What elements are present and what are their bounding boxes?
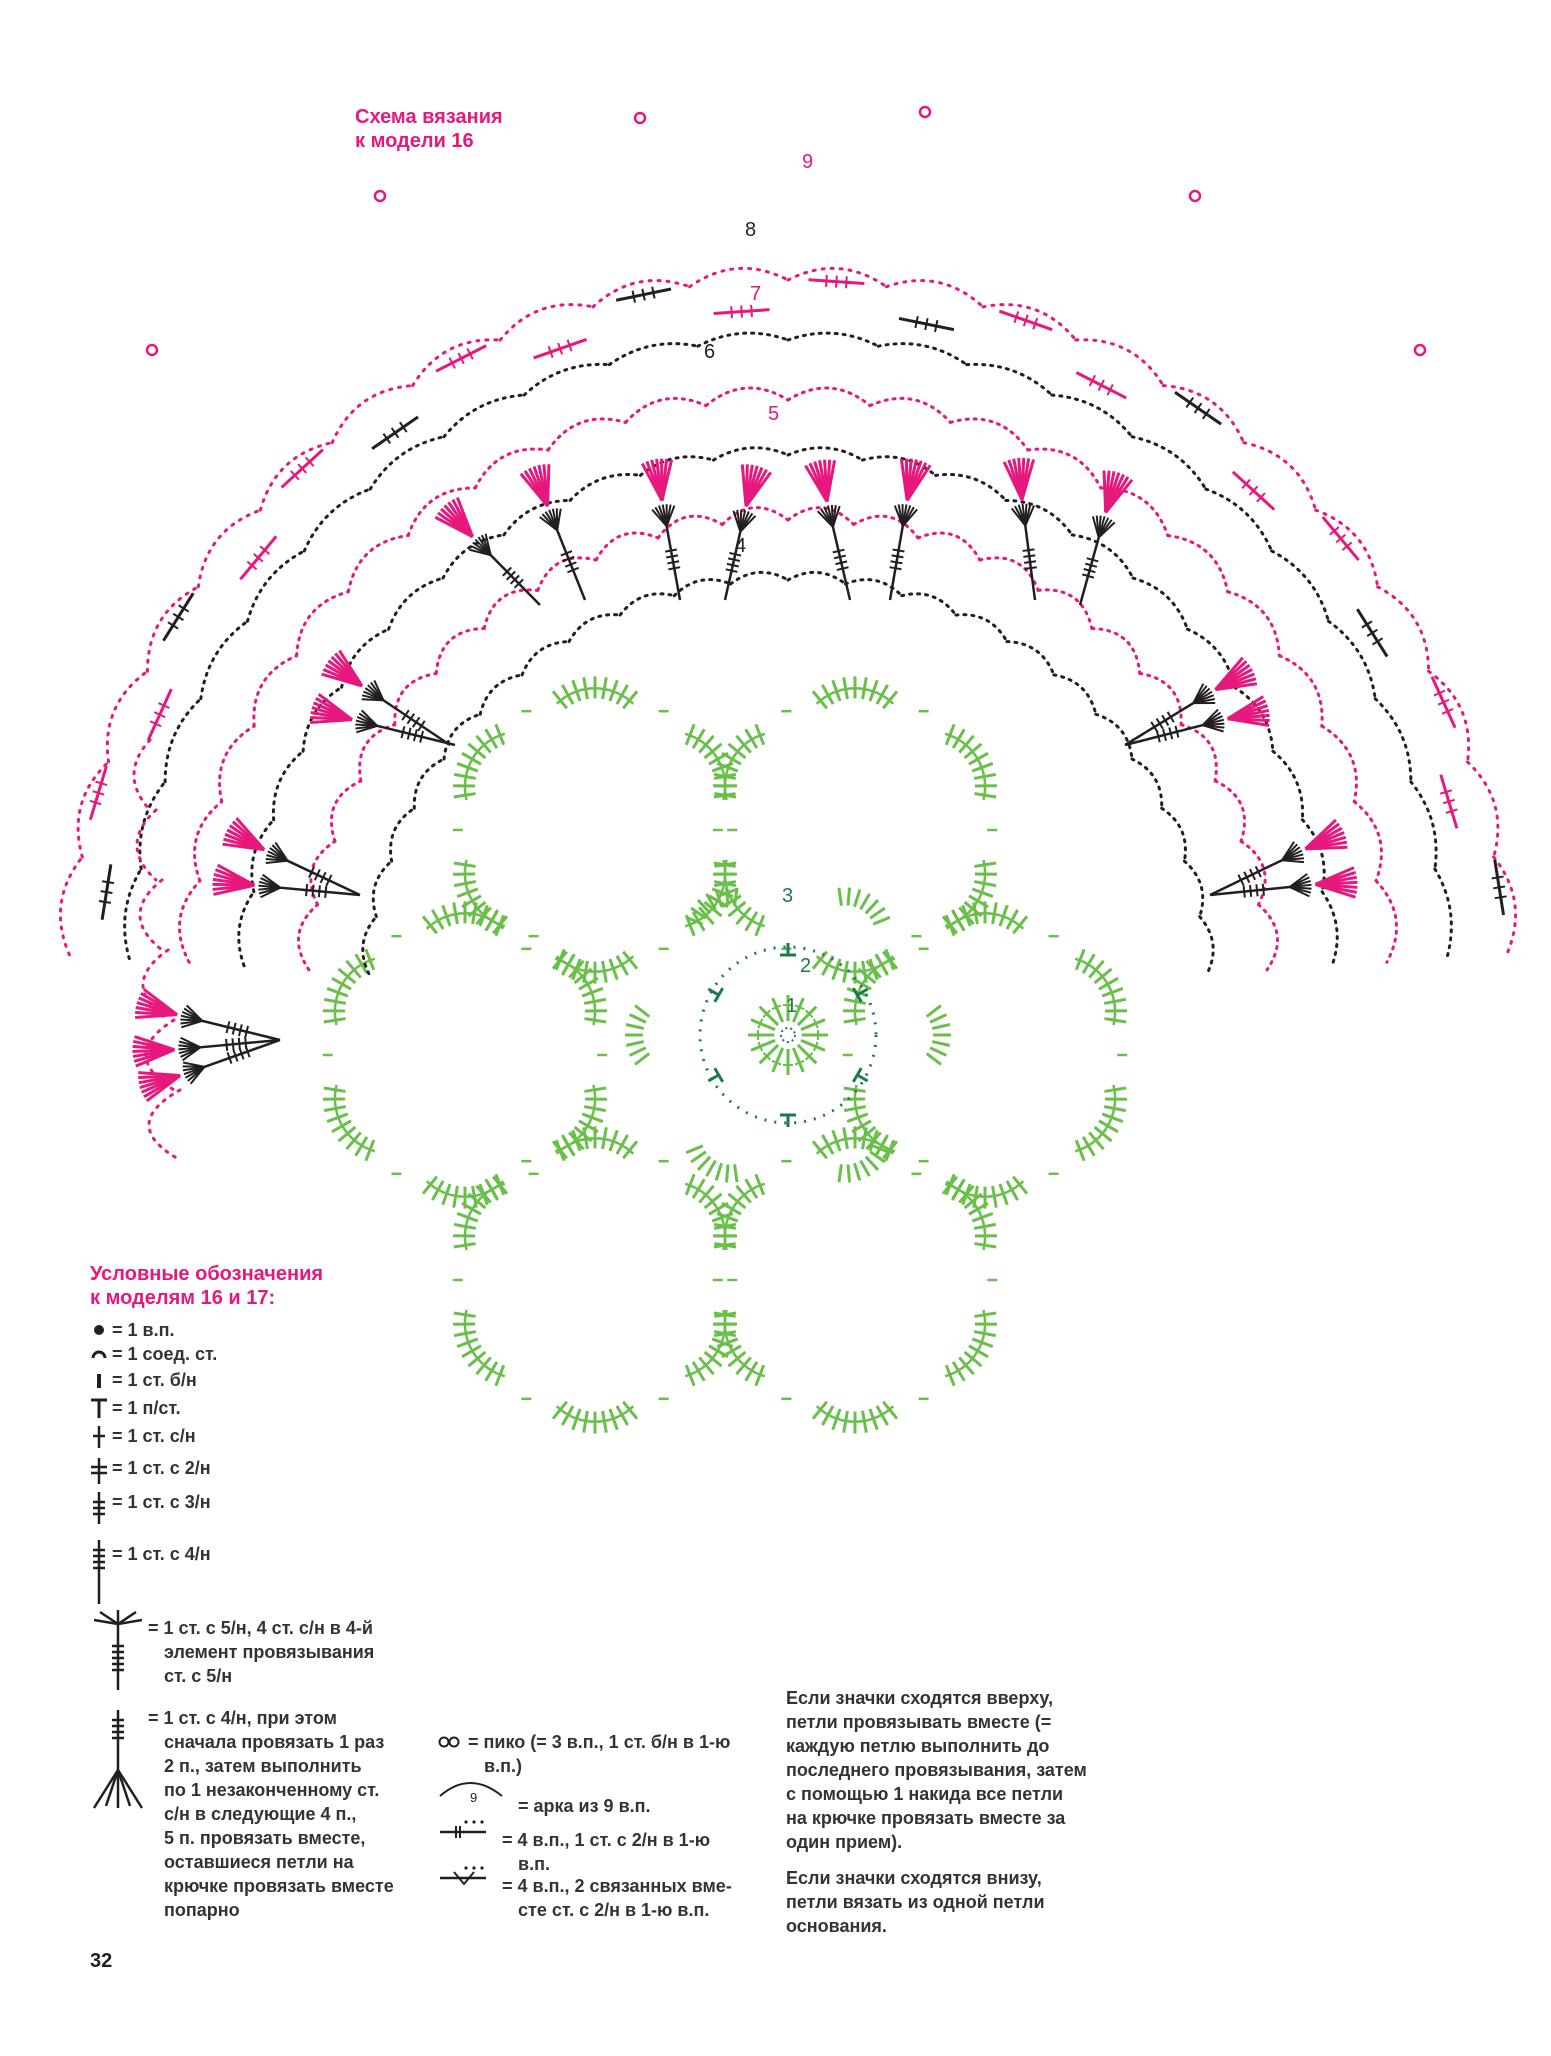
chain-arch	[107, 671, 147, 762]
chain-arch	[1228, 592, 1280, 656]
row-label-8: 8	[745, 219, 757, 241]
chain-arch	[1467, 762, 1497, 857]
chain-arch	[626, 398, 706, 422]
fan-stitch-group	[435, 498, 540, 605]
row-label-2: 2	[800, 955, 812, 977]
legend-title-line2: к моделям 16 и 17:	[90, 1287, 276, 1309]
chain-arch	[522, 642, 569, 675]
note-line: Если значки сходятся внизу,	[786, 1868, 1042, 1888]
fan-stitch-group	[725, 464, 771, 600]
cluster-line: 2 п., затем выполнить	[164, 1756, 362, 1776]
chain-arch	[1181, 725, 1216, 781]
note-line: основания.	[786, 1916, 887, 1936]
chain-arch	[201, 621, 248, 698]
chain-arch	[297, 592, 349, 656]
chain-arch	[714, 448, 788, 460]
legend-item: = 1 ст. с/н	[112, 1426, 196, 1446]
fan-stitch-group	[521, 464, 585, 600]
chain-arch	[436, 628, 484, 673]
chain-arch	[674, 580, 730, 596]
chain-arch	[886, 281, 983, 307]
center-motif	[625, 888, 951, 1183]
chain-arch	[1354, 802, 1381, 881]
fan-symbol-icon	[90, 1610, 150, 1700]
legend-title	[90, 1262, 323, 1310]
combo2-description	[502, 1874, 732, 1922]
legend-item: = 1 ст. с 2/н	[112, 1458, 211, 1478]
chain-arch	[596, 533, 658, 560]
legend-item: = 1 ст. б/н	[112, 1370, 197, 1390]
chain-arch	[165, 699, 201, 782]
cluster-line: 5 п. провязать вместе,	[164, 1828, 366, 1848]
half-double-crochet-icon	[91, 1400, 107, 1418]
picot-description	[468, 1730, 730, 1778]
fan-stitch-group	[890, 458, 931, 600]
row-label-4: 4	[735, 535, 747, 557]
chain-arch	[1162, 808, 1186, 861]
chain-arch	[609, 344, 698, 365]
chain-arch	[1273, 751, 1303, 820]
chain-arch	[1322, 892, 1337, 966]
legend-item: = 1 в.п.	[112, 1320, 175, 1340]
chain-arch	[444, 714, 480, 759]
fan-stitch-group	[1004, 458, 1037, 600]
legend-title-line1: Условные обозначения	[90, 1263, 324, 1285]
chain-arch	[413, 340, 500, 386]
fan-stitch-group	[1125, 658, 1257, 745]
legend-item: = 1 ст. с 3/н	[112, 1492, 211, 1512]
triple-treble-icon	[93, 1492, 105, 1524]
chain-arch	[570, 474, 640, 500]
chain-arch	[391, 808, 415, 861]
combo2-line: сте ст. с 2/н в 1-ю в.п.	[518, 1900, 710, 1920]
legend-item: = 1 соед. ст.	[112, 1344, 218, 1364]
row-labels	[704, 151, 813, 1017]
chain-arch	[870, 398, 950, 422]
fan-line: ст. с 5/н	[164, 1666, 233, 1686]
note-line: последнего провязывания, затем	[786, 1760, 1087, 1780]
chain-arch	[220, 726, 255, 802]
fan-line: элемент провязывания	[164, 1642, 375, 1662]
chain-arch	[395, 673, 436, 724]
note-line: на крючке провязать вместе за	[786, 1808, 1066, 1828]
treble-crochet-icon	[91, 1458, 107, 1484]
note-converge-bottom	[786, 1866, 1045, 1938]
page-number: 32	[90, 1950, 113, 1972]
chain-arch	[370, 437, 444, 489]
chain-arch	[304, 489, 370, 551]
row-label-6: 6	[704, 341, 716, 363]
chain-arch	[788, 333, 878, 346]
chain-arch	[125, 869, 142, 959]
picot-icon	[147, 345, 157, 355]
fan-stitch-group	[805, 460, 850, 600]
chain-arch	[360, 725, 395, 781]
picot-icon	[1190, 191, 1200, 201]
chain-arch	[878, 344, 967, 365]
chain-arch	[538, 558, 596, 591]
chain-arch	[1006, 500, 1072, 534]
legend-item: = 1 п/ст.	[112, 1398, 181, 1418]
row-label-3: 3	[782, 885, 794, 907]
chain-arch	[298, 905, 317, 970]
green-flower-motif	[713, 1126, 997, 1433]
green-flower-motif	[323, 901, 607, 1208]
chain-arch	[480, 675, 522, 714]
chain-arch	[548, 419, 625, 450]
chain-arch	[569, 615, 620, 642]
chain-arch	[1133, 578, 1187, 629]
fan-line: = 1 ст. с 5/н, 4 ст. с/н в 4-й	[148, 1618, 373, 1638]
chain-arch	[1258, 905, 1277, 970]
chain-arch	[1378, 587, 1429, 671]
diagram-title-line1: Схема вязания	[355, 106, 503, 128]
green-flower-motif	[713, 676, 997, 983]
chain-arch	[1322, 726, 1357, 802]
row-label-9: 9	[802, 151, 814, 173]
combo1-line: в.п.	[518, 1854, 550, 1874]
chain-arch	[500, 305, 593, 340]
picot-icon	[1415, 345, 1425, 355]
chain-arch	[1007, 642, 1054, 675]
chain-arch	[1435, 869, 1452, 959]
chain-arch	[1272, 551, 1329, 621]
legend-item: = 1 ст. с 4/н	[112, 1544, 211, 1564]
chain-arch	[967, 364, 1052, 395]
chain-arch	[788, 448, 862, 460]
cluster-description	[148, 1706, 394, 1922]
cluster-line: = 1 ст. с 4/н, при этом	[148, 1708, 337, 1728]
picot-icon	[635, 113, 645, 123]
chain-arch	[1375, 699, 1411, 782]
chain-arch	[1140, 673, 1181, 724]
fan-stitch-group	[310, 694, 455, 745]
chain-arch	[620, 594, 674, 615]
chain-arch	[1092, 628, 1140, 673]
chain-loop	[700, 947, 876, 1123]
chain-arch	[149, 1090, 180, 1160]
cluster-symbol-icon	[90, 1708, 150, 1818]
chain-arch	[1376, 881, 1396, 962]
chain-arch	[198, 510, 260, 587]
chain-arch	[1052, 395, 1132, 437]
chain-arch	[373, 861, 391, 916]
chain-arch	[331, 781, 360, 841]
note-line: Если значки сходятся вверху,	[786, 1688, 1054, 1708]
chain-arch	[1279, 656, 1322, 726]
fan-stitch-group	[642, 459, 680, 600]
picot-icon	[920, 107, 930, 117]
chain-arch	[179, 881, 199, 962]
double-crochet-icon	[93, 1426, 105, 1448]
green-flower-motif	[843, 901, 1127, 1208]
chain-arch	[1096, 714, 1132, 759]
chain-arch	[1072, 535, 1133, 578]
chain-arch	[363, 917, 377, 974]
note-line: один прием).	[786, 1832, 903, 1852]
chain-arch	[1054, 675, 1096, 714]
cluster-line: попарно	[164, 1900, 240, 1920]
cluster-line: оставшиеся петли на	[164, 1852, 354, 1872]
combo1-line: = 4 в.п., 1 ст. с 2/н в 1-ю	[502, 1830, 711, 1850]
picot-line: в.п.)	[484, 1756, 522, 1776]
fan-stitch-group	[212, 865, 360, 898]
center-ring	[781, 1028, 795, 1042]
diagram-title-line2: к модели 16	[355, 130, 474, 152]
arch-number: 9	[470, 1790, 478, 1805]
green-flower-motif	[453, 676, 737, 983]
combo2-line: = 4 в.п., 2 связанных вме-	[502, 1876, 732, 1896]
picot-icon	[440, 1738, 449, 1747]
picot-line: = пико (= 3 в.п., 1 ст. б/н в 1-ю	[468, 1732, 731, 1752]
fan-description	[148, 1616, 374, 1688]
chain-stitch-icon	[94, 1325, 104, 1335]
chain-arch	[1168, 536, 1228, 592]
chain-arch	[788, 572, 845, 584]
row-label-7: 7	[750, 283, 762, 305]
chain-arch	[414, 759, 444, 808]
chain-arch	[524, 364, 609, 395]
fan-stitch-group	[322, 651, 450, 745]
chain-arch	[1244, 443, 1316, 511]
chain-arch	[389, 578, 443, 629]
chain-arch	[1329, 621, 1376, 698]
chain-arch	[1184, 861, 1202, 916]
chain-arch	[918, 533, 980, 560]
row-label-1: 1	[786, 995, 798, 1017]
cluster-line: крючке провязать вместе	[164, 1876, 394, 1896]
quadruple-treble-icon	[93, 1540, 105, 1604]
cluster-line: сначала провязать 1 раз	[164, 1732, 385, 1752]
chain-arch	[273, 751, 303, 820]
note-line: с помощью 1 накида все петли	[786, 1784, 1064, 1804]
chain-arch	[788, 388, 870, 406]
chain-arch	[444, 395, 524, 437]
note-line: петли провязывать вместе (=	[786, 1712, 1052, 1732]
cluster-line: с/н в следующие 4 п.,	[164, 1804, 357, 1824]
fan-stitch-group	[1210, 868, 1357, 898]
combo1-description	[502, 1828, 710, 1876]
chain-arch	[60, 857, 82, 955]
chain-arch	[239, 892, 254, 966]
note-line: петли вязать из одной петли	[786, 1892, 1045, 1912]
note-line: каждую петлю выполнить до	[786, 1736, 1050, 1756]
chain-arch	[1132, 437, 1206, 489]
chain-arch	[1215, 781, 1244, 841]
chain-arch	[134, 740, 150, 810]
note-converge-top	[786, 1686, 1087, 1854]
chain-arch	[902, 594, 956, 615]
green-flower-motif	[453, 1126, 737, 1433]
chain-arch	[1028, 449, 1101, 488]
chain-arch	[140, 880, 162, 950]
fan-stitch-group	[132, 1037, 280, 1067]
cluster-line: по 1 незаконченному ст.	[164, 1780, 380, 1800]
chain-arch	[332, 386, 412, 443]
chain-arch	[1132, 759, 1162, 808]
chain-arch	[956, 615, 1007, 642]
chain-arch	[443, 535, 504, 578]
chain-arch	[348, 536, 408, 592]
chain-arch	[936, 474, 1006, 500]
row-label-5: 5	[768, 403, 780, 425]
green-motifs	[323, 676, 1127, 1433]
arch-description: = арка из 9 в.п.	[518, 1796, 651, 1816]
picot-icon	[375, 191, 385, 201]
chain-arch	[690, 268, 788, 286]
chain-arch	[950, 419, 1027, 450]
slip-stitch-icon	[93, 1352, 105, 1358]
chain-arch	[731, 572, 788, 584]
chain-arch	[1200, 917, 1214, 974]
chain-arch	[1411, 782, 1436, 869]
chain-arch	[254, 656, 297, 726]
